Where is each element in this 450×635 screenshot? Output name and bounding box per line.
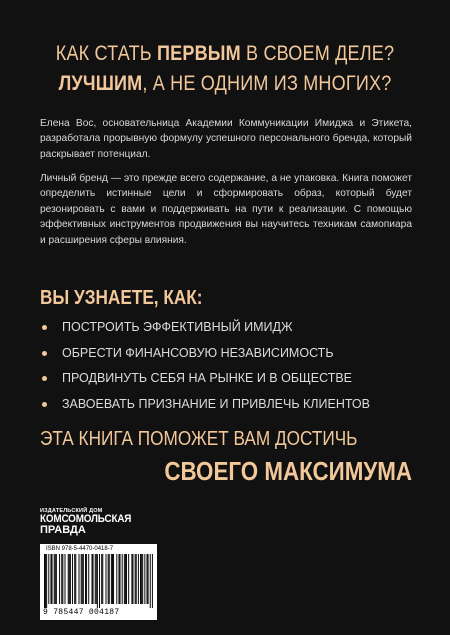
learn-list-item <box>40 316 420 339</box>
barcode-bar <box>135 554 136 604</box>
barcode-bar <box>72 554 73 604</box>
barcode-bar <box>116 554 117 604</box>
barcode-bar <box>61 554 62 604</box>
learn-item-text: ПОСТРОИТЬ ЭФФЕКТИВНЫЙ ИМИДЖ <box>62 320 293 334</box>
barcode-bar <box>141 554 142 604</box>
barcode-bar <box>74 554 75 604</box>
barcode-bar <box>138 554 139 604</box>
intro-paragraph: Елена Вос, основательница Академии Коммуникации Имиджа и Этикета, разработала прорывную формулу успешного персонального бренда, который раскрывает потенциал. <box>40 118 412 160</box>
barcode-bar <box>69 554 70 604</box>
barcode-bar <box>140 554 141 604</box>
headline-line-1 <box>32 42 419 66</box>
barcode-bar <box>106 554 107 604</box>
barcode-bar <box>124 554 125 604</box>
barcode-bar <box>101 554 102 604</box>
barcode-bar <box>136 554 137 604</box>
barcode-bar <box>79 554 80 604</box>
barcode-bar <box>59 554 60 604</box>
headline-2-suffix: , А НЕ ОДНИМ ИЗ МНОГИХ? <box>142 72 392 95</box>
barcode-bar <box>133 554 134 604</box>
barcode-bar <box>86 554 87 604</box>
bullet-dot-icon <box>42 325 47 330</box>
isbn-text: ISBN 978-5-4470-0418-7 <box>46 546 114 552</box>
barcode-bar <box>46 554 47 608</box>
barcode-bar <box>118 554 119 604</box>
bullet-dot-icon <box>42 376 47 381</box>
barcode-bar <box>150 554 151 608</box>
barcode-bar <box>50 554 51 604</box>
publisher-name-line-2: ПРАВДА <box>40 524 86 536</box>
barcode-bar <box>85 554 86 604</box>
bullet-dot-icon <box>42 402 47 407</box>
barcode-bar <box>44 554 45 608</box>
description-paragraph: Личный бренд — это прежде всего содержание, а не упаковка. Книга поможет определить истинные цели и сформировать образ, который будет резонировать с вами и поддерживать на пути к реализации. С помощью эффективных инструментов продвижения вы научитесь техникам самопиара и расширения сферы влияния. <box>40 173 412 246</box>
publisher-small-label: ИЗДАТЕЛЬСКИЙ ДОМ <box>40 508 103 514</box>
learn-list-item <box>40 393 420 416</box>
barcode <box>40 544 157 620</box>
barcode-bar <box>82 554 83 604</box>
barcode-bars-icon <box>44 554 153 608</box>
barcode-bar <box>52 554 53 604</box>
barcode-bar <box>113 554 114 604</box>
barcode-bar <box>55 554 56 604</box>
barcode-bar <box>126 554 127 604</box>
publisher-name-line-1: КОМСОМОЛЬСКАЯ <box>40 513 132 525</box>
headline-2-emphasis: ЛУЧШИМ <box>58 72 143 95</box>
learn-list <box>40 316 420 418</box>
learn-item-text: ЗАВОЕВАТЬ ПРИЗНАНИЕ И ПРИВЛЕЧЬ КЛИЕНТОВ <box>62 396 370 411</box>
barcode-bar <box>131 554 132 604</box>
barcode-bar <box>142 554 143 604</box>
barcode-bar <box>56 554 57 604</box>
closing-line-2: СВОЕГО МАКСИМУМА <box>164 456 412 486</box>
barcode-bar <box>148 554 149 604</box>
barcode-bar <box>95 554 96 604</box>
barcode-bar <box>83 554 84 604</box>
headline-1-suffix: В СВОЕМ ДЕЛЕ? <box>240 42 395 65</box>
barcode-bar <box>88 554 89 604</box>
barcode-bar <box>125 554 126 604</box>
barcode-bar <box>147 554 148 604</box>
barcode-bar <box>81 554 82 604</box>
barcode-bar <box>97 554 98 608</box>
barcode-bar <box>68 554 69 604</box>
barcode-bar <box>75 554 76 604</box>
headline-line-2 <box>32 72 419 96</box>
barcode-bar <box>48 554 49 604</box>
barcode-bar <box>54 554 55 604</box>
barcode-bar <box>111 554 112 604</box>
barcode-digits: 9 785447 004187 <box>43 608 120 617</box>
barcode-bar <box>128 554 129 604</box>
learn-item-text: ОБРЕСТИ ФИНАНСОВУЮ НЕЗАВИСИМОСТЬ <box>62 345 334 360</box>
bullet-dot-icon <box>42 351 47 356</box>
barcode-bar <box>93 554 94 604</box>
learn-item-text: ПРОДВИНУТЬ СЕБЯ НА РЫНКЕ И В ОБЩЕСТВЕ <box>62 371 353 385</box>
barcode-bar <box>96 554 97 604</box>
barcode-bar <box>102 554 103 604</box>
headline-1-emphasis: ПЕРВЫМ <box>156 42 241 65</box>
barcode-bar <box>91 554 92 604</box>
closing-line-1: ЭТА КНИГА ПОМОЖЕТ ВАМ ДОСТИЧЬ <box>40 428 358 450</box>
headline-1-prefix: КАК СТАТЬ <box>55 42 157 65</box>
publisher-logo <box>40 508 141 536</box>
barcode-bar <box>144 554 145 604</box>
barcode-bar <box>108 554 109 604</box>
barcode-bar <box>122 554 123 604</box>
barcode-bar <box>45 554 46 608</box>
learn-section-title: ВЫ УЗНАЕТЕ, КАК: <box>40 287 203 309</box>
barcode-bar <box>112 554 113 604</box>
barcode-bar <box>120 554 121 604</box>
learn-list-item <box>40 342 420 365</box>
barcode-bar <box>65 554 66 604</box>
barcode-bar <box>152 554 153 608</box>
barcode-bar <box>99 554 100 608</box>
learn-list-item <box>40 367 420 390</box>
barcode-bar <box>109 554 110 604</box>
barcode-bar <box>62 554 63 604</box>
barcode-bar <box>70 554 71 604</box>
